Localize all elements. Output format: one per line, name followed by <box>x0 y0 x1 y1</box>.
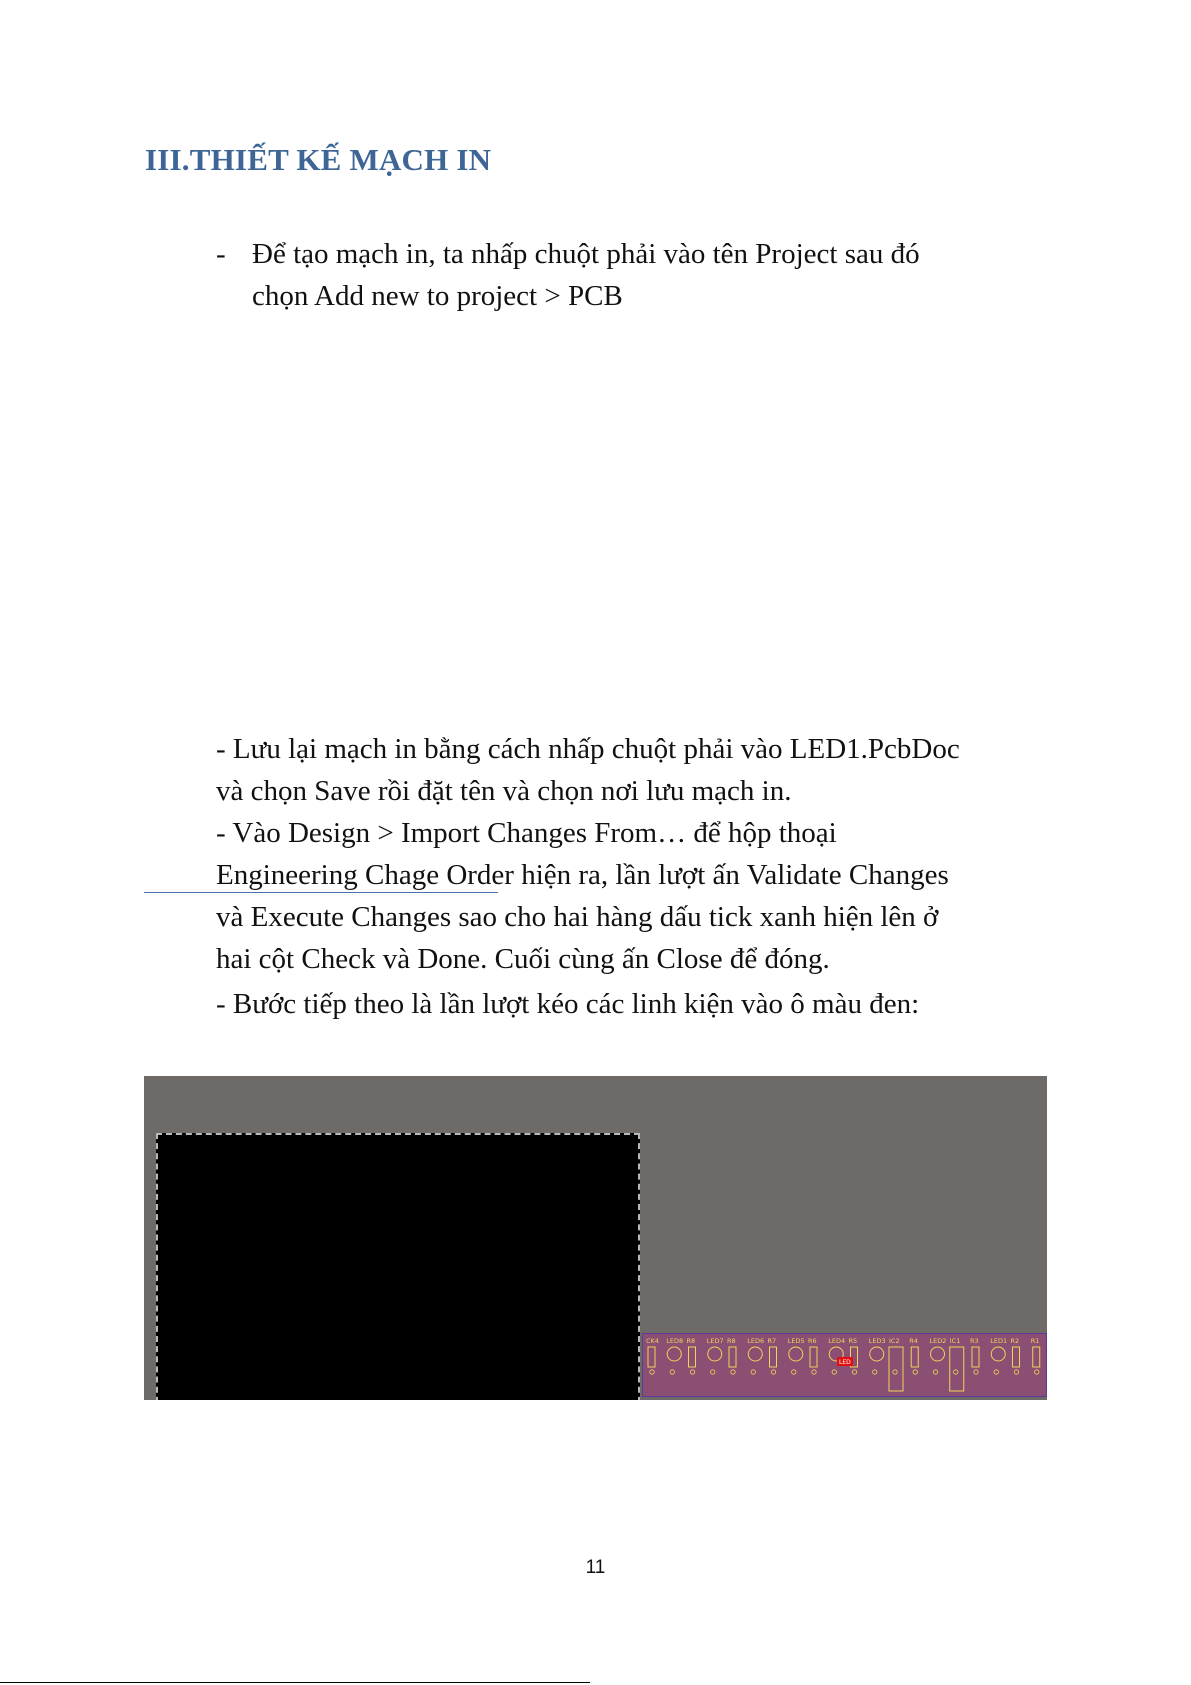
component-pad <box>650 1370 654 1374</box>
component-pad <box>690 1370 694 1374</box>
component-label: R6 <box>808 1337 817 1345</box>
component-pad <box>954 1370 958 1374</box>
component-footprint <box>729 1347 736 1367</box>
component-pad <box>792 1370 796 1374</box>
component-label: IC2 <box>889 1337 900 1345</box>
component-strip-graphic <box>643 1334 1047 1398</box>
component-label: R4 <box>909 1337 918 1345</box>
component-label: LED5 <box>787 1337 805 1345</box>
section-heading: III.THIẾT KẾ MẠCH IN <box>145 142 492 177</box>
component-pad <box>1035 1370 1039 1374</box>
component-footprint <box>667 1347 681 1361</box>
component-footprint <box>789 1347 803 1361</box>
component-pad <box>994 1370 998 1374</box>
component-pad <box>933 1370 937 1374</box>
component-footprint <box>991 1347 1005 1361</box>
component-footprint <box>1013 1347 1020 1367</box>
component-pad <box>670 1370 674 1374</box>
component-pad <box>852 1370 856 1374</box>
component-footprint <box>810 1347 817 1367</box>
component-footprint <box>972 1347 979 1367</box>
component-pad <box>711 1370 715 1374</box>
component-label: R8 <box>727 1337 736 1345</box>
component-footprint <box>648 1347 655 1367</box>
pcb-screenshot <box>144 1076 1047 1400</box>
bullet-marker: - <box>216 238 226 270</box>
bullet-line-1: Để tạo mạch in, ta nhấp chuột phải vào tên Project sau đó <box>252 238 920 270</box>
component-footprint <box>950 1347 964 1391</box>
component-footprint <box>911 1347 918 1367</box>
component-label: R8 <box>686 1337 696 1345</box>
footnote-separator <box>144 892 498 893</box>
component-label: R2 <box>1010 1337 1020 1345</box>
component-footprint <box>889 1347 903 1391</box>
component-pad <box>771 1370 775 1374</box>
paragraph-line-2: và chọn Save rồi đặt tên và chọn nơi lưu mạch in. <box>216 775 792 807</box>
pcb-board-area <box>156 1133 640 1400</box>
component-label: IC1 <box>949 1337 961 1345</box>
component-label: LED8 <box>666 1337 684 1345</box>
component-label: LED6 <box>747 1337 765 1345</box>
component-pad <box>913 1370 917 1374</box>
component-footprint <box>708 1347 722 1361</box>
component-strip <box>642 1333 1047 1397</box>
component-pad <box>1014 1370 1018 1374</box>
component-pad <box>832 1370 836 1374</box>
component-footprint <box>870 1347 884 1361</box>
component-label: LED4 <box>828 1337 846 1345</box>
component-footprint <box>1033 1347 1040 1367</box>
component-pad <box>731 1370 735 1374</box>
bullet-line-2: chọn Add new to project > PCB <box>252 280 623 312</box>
component-label: LED7 <box>706 1337 724 1345</box>
component-label: LED1 <box>990 1337 1008 1345</box>
component-pad <box>812 1370 816 1374</box>
paragraph-line-6: hai cột Check và Done. Cuối cùng ấn Close để đóng. <box>216 943 830 975</box>
paragraph-line-3: - Vào Design > Import Changes From… để hộp thoại <box>216 817 837 849</box>
paragraph-line-4: Engineering Chage Order hiện ra, lần lượt ấn Validate Changes <box>216 859 949 891</box>
component-footprint <box>689 1347 696 1367</box>
bullet-item <box>216 233 1056 317</box>
component-label: R5 <box>848 1337 858 1345</box>
component-footprint <box>748 1347 762 1361</box>
component-label: LED2 <box>929 1337 947 1345</box>
component-label: LED3 <box>868 1337 886 1345</box>
component-footprint <box>770 1347 777 1367</box>
paragraph-line-7: - Bước tiếp theo là lần lượt kéo các linh kiện vào ô màu đen: <box>216 988 920 1020</box>
component-pad <box>893 1370 897 1374</box>
bottom-rule <box>0 1682 590 1683</box>
component-pad <box>873 1370 877 1374</box>
component-pad <box>974 1370 978 1374</box>
component-label: R1 <box>1030 1337 1040 1345</box>
component-label: R3 <box>970 1337 979 1345</box>
paragraph-line-1: - Lưu lại mạch in bằng cách nhấp chuột phải vào LED1.PcbDoc <box>216 733 960 765</box>
component-pad <box>751 1370 755 1374</box>
paragraph-line-5: và Execute Changes sao cho hai hàng dấu tick xanh hiện lên ở <box>216 901 939 933</box>
component-label: R7 <box>767 1337 777 1345</box>
highlighted-component-label: LED <box>839 1359 851 1366</box>
component-label: CK4 <box>646 1337 659 1345</box>
component-footprint <box>931 1347 945 1361</box>
page-number: 11 <box>585 1557 606 1578</box>
